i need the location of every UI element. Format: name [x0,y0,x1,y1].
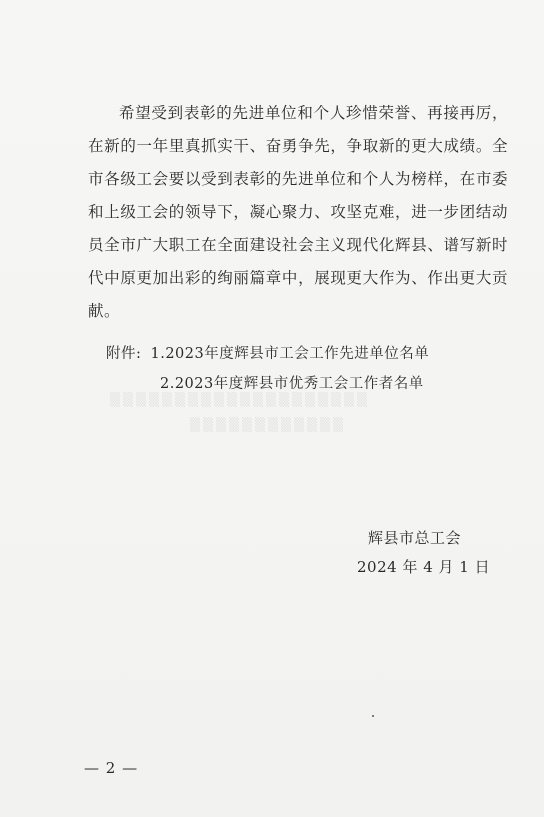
bleed-through-ghost: ▒▒▒▒▒▒▒▒▒▒▒▒ [190,418,346,433]
document-date: 2024 年 4 月 1 日 [357,558,491,576]
signer-organization: 辉县市总工会 [368,529,462,547]
bleed-through-ghost: ▒▒▒▒▒▒▒▒▒▒▒▒▒▒▒▒▒▒▒▒ [110,393,370,408]
attachment-item-2: 2.2023年度辉县市优秀工会工作者名单 [160,376,424,392]
attachment-line-1 [106,342,429,363]
attachment-line-2 [160,372,424,393]
attachments-label: 附件: [106,346,142,362]
attachment-item-1: 1.2023年度辉县市工会工作先进单位名单 [150,346,430,362]
body-paragraph: 希望受到表彰的先进单位和个人珍惜荣誉、再接再厉，在新的一年里真抓实干、奋勇争先，争取新的更大成绩。全市各级工会要以受到表彰的先进单位和个人为榜样，在市委和上级工会的领导下，凝心聚力、攻坚克难，进一步团结动员全市广大职工在全面建设社会主义现代化辉县、谱写新时代中原更加出彩的绚丽篇章中，展现更大作为、作出更大贡献。 [88,104,508,320]
page-number: — 2 — [84,759,139,777]
speck-mark [372,715,374,717]
